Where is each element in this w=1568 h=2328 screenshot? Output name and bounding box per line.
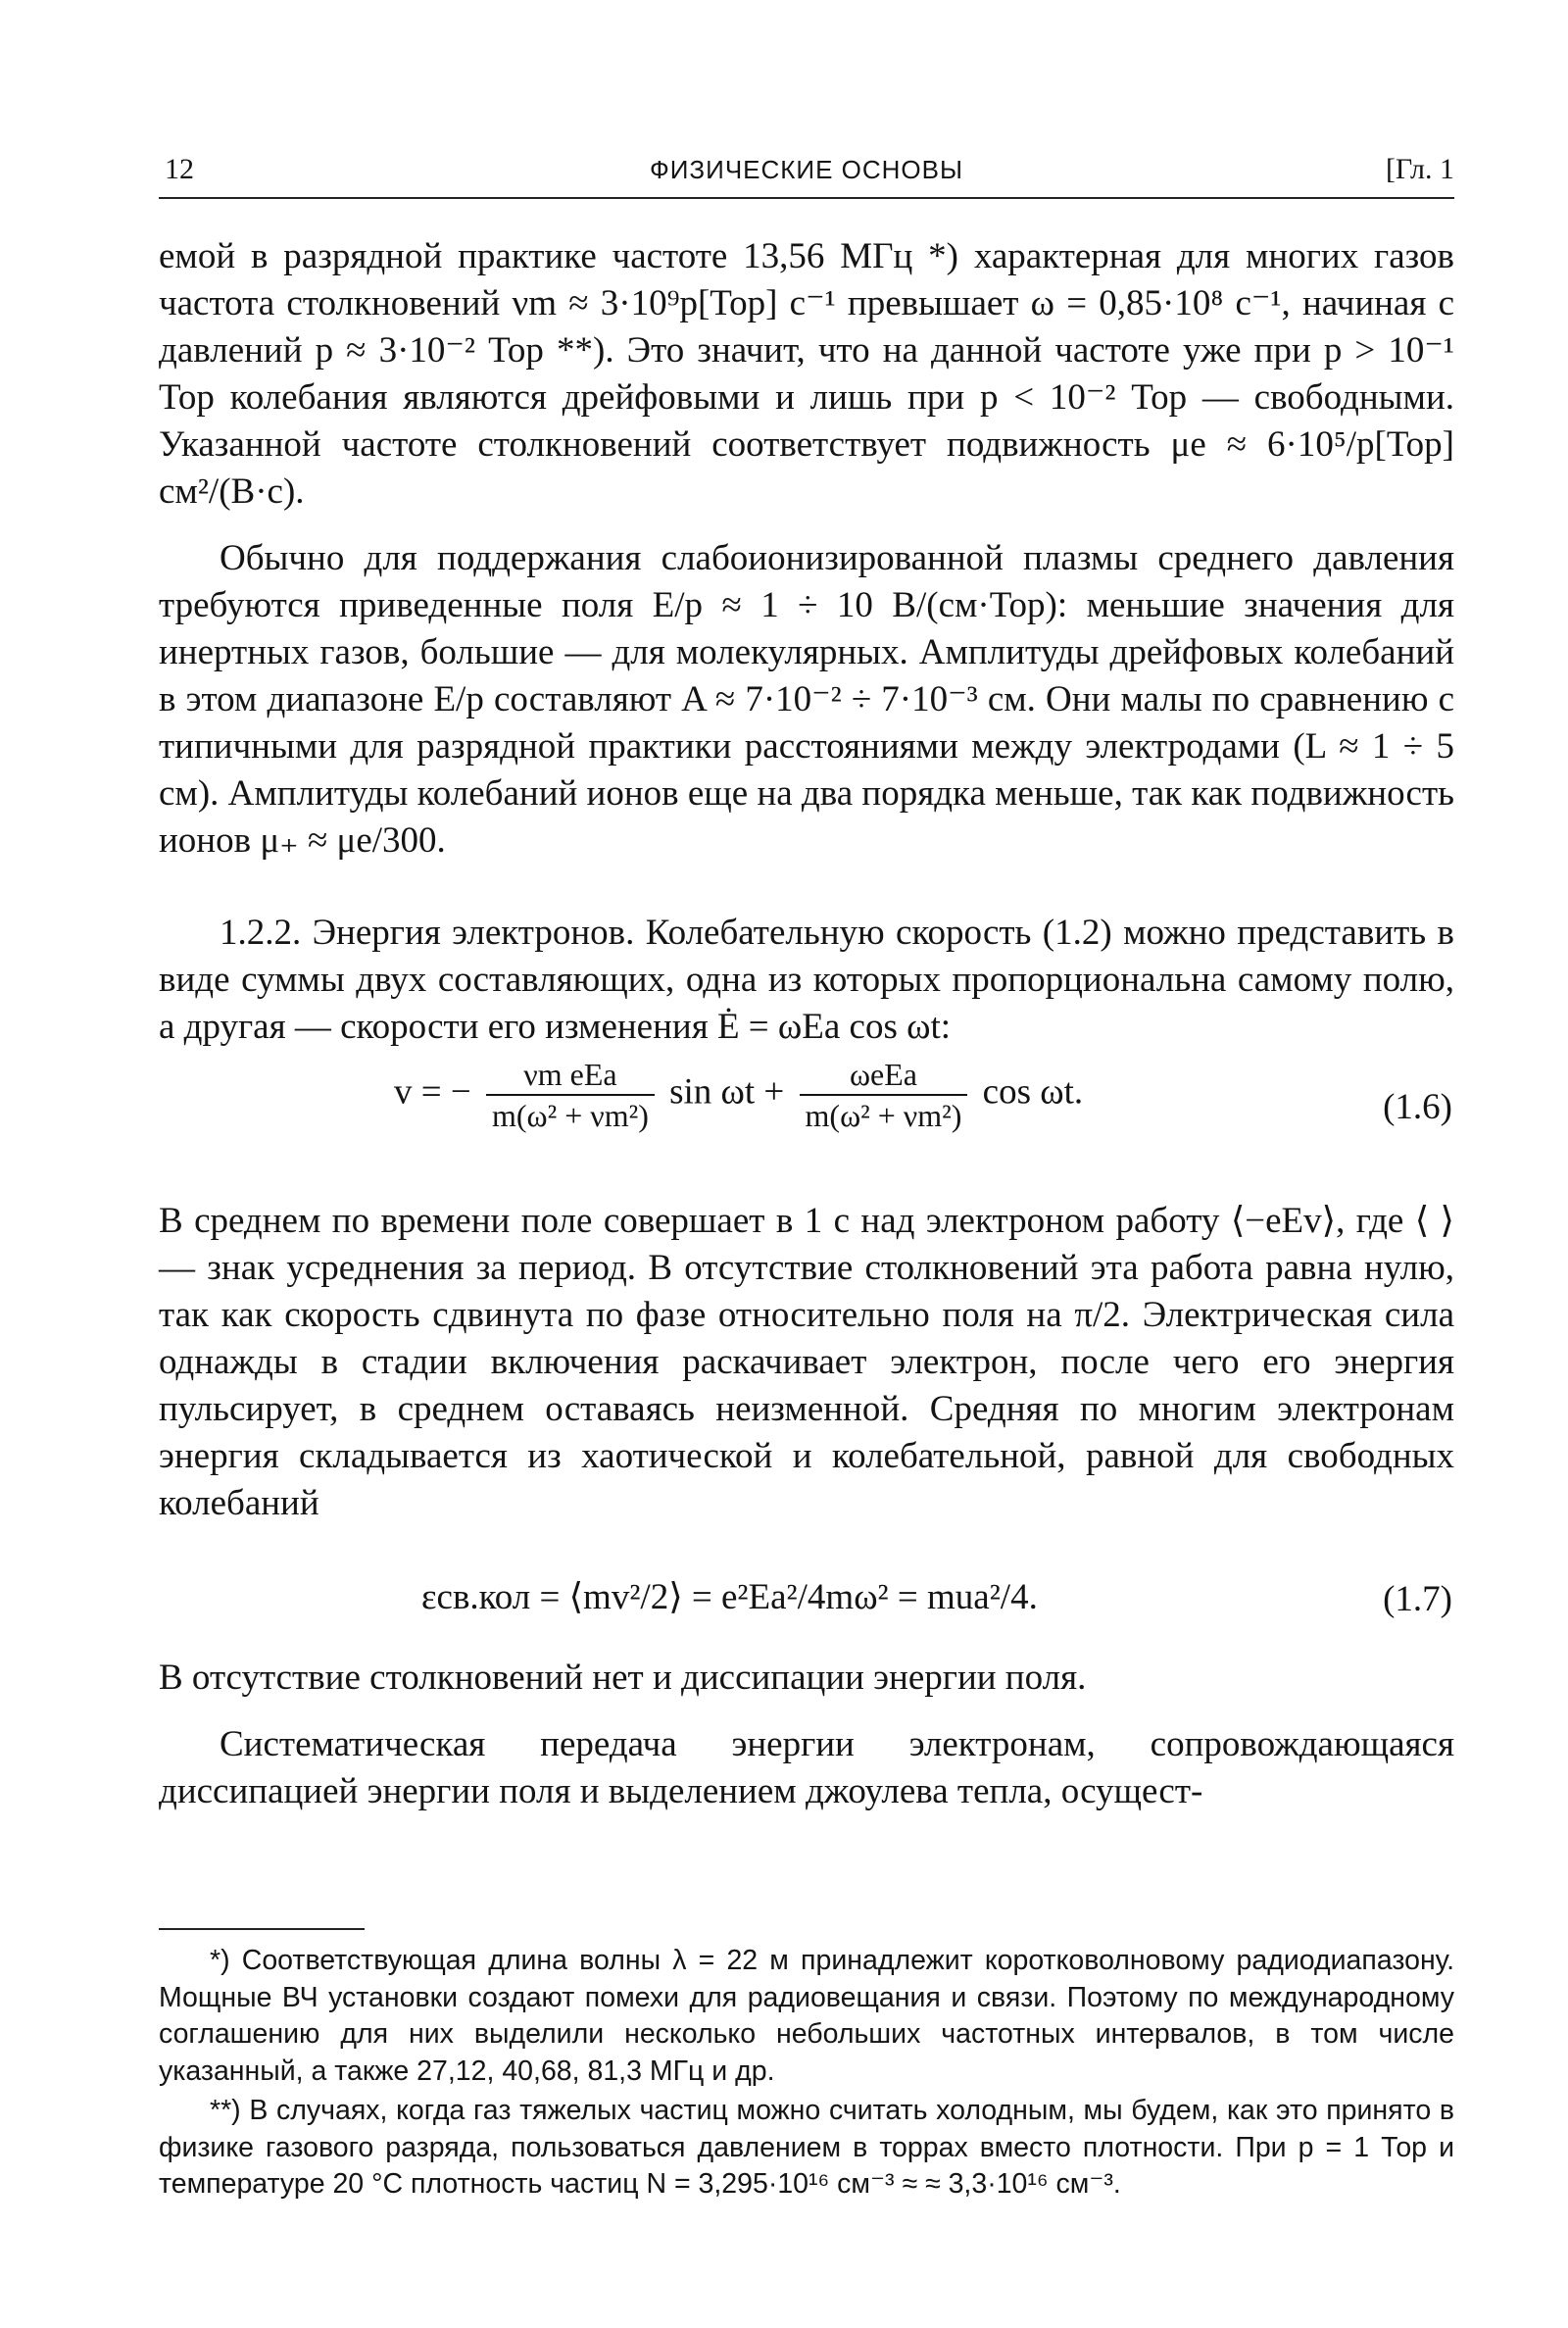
paragraph-average-work: В среднем по времени поле совершает в 1 с над электроном работу ⟨−eEv⟩, где ⟨ ⟩ — знак усреднения за период. В отсутствие столкновений эта работа равна нулю, так как скорость сдвинута по фазе относительно поля на π/2. Электрическая сила однажды в стадии включения раскачивает электрон, после чего его энергия пульсирует, в среднем оставаясь неизменной. Средняя по многим электронам энергия складывается из хаотической и колебательной, равной для свободных колебаний xyxy=(159,1201,1454,1523)
formula-1-6-expression xyxy=(394,1055,1083,1135)
formula-1-7 xyxy=(159,1568,1454,1629)
formula-1-7-expression: εсв.кол = ⟨mv²/2⟩ = e²Ea²/4mω² = mua²/4. xyxy=(421,1577,1038,1617)
footnote-1: *) Соответствующая длина волны λ = 22 м принадлежит коротковолновому радиодиапазону. Мощные ВЧ установки создают помехи для радиовещания и связи. Поэтому по международному соглашению для них выделили несколько небольших частотных интервалов, в том числе указанный, а также 27,12, 40,68, 81,3 МГц и др. xyxy=(159,1945,1454,2087)
paragraph-continuation: емой в разрядной практике частоте 13,56 МГц *) характерная для многих газов частота столкновений νm ≈ 3·10⁹p[Тор] с⁻¹ превышает ω = 0,85·10⁸ с⁻¹, начиная с давлений p ≈ 3·10⁻² Тор **). Это значит, что на данной частоте уже при p > 10⁻¹ Тор колебания являются дрейфовыми и лишь при p < 10⁻² Тор — свободными. Указанной частоте столкновений соответствует подвижность μe ≈ 6·10⁵/p[Тор] см²/(В·с). xyxy=(159,236,1454,512)
fraction-1-denominator: m(ω² + νm²) xyxy=(491,1098,649,1133)
fraction-2-denominator: m(ω² + νm²) xyxy=(805,1098,962,1133)
footnote-rule xyxy=(159,1928,365,1930)
main-text xyxy=(159,233,1454,1815)
running-header xyxy=(159,153,1454,194)
paragraph-no-dissipation: В отсутствие столкновений нет и диссипации энергии поля. xyxy=(159,1658,1087,1698)
footnotes xyxy=(159,1943,1454,2206)
paragraph-joule-heating: Систематическая передача энергии электронам, сопровождающаяся диссипацией энергии поля и выделением джоулева тепла, осущест- xyxy=(159,1724,1454,1811)
header-rule xyxy=(159,197,1454,199)
equation-number-1-7: (1.7) xyxy=(1383,1579,1452,1619)
formula-1-6-fraction-2 xyxy=(800,1055,968,1135)
fraction-1-numerator: νm eEa xyxy=(486,1055,655,1096)
fraction-2-numerator: ωeEa xyxy=(800,1055,968,1096)
formula-1-6-fraction-1 xyxy=(486,1055,655,1135)
page-number: 12 xyxy=(165,153,194,185)
formula-1-6 xyxy=(159,1055,1454,1161)
paragraph-reduced-field: Обычно для поддержания слабоионизированной плазмы среднего давления требуются приведенные поля E/p ≈ 1 ÷ 10 В/(см·Тор): меньшие значения для инертных газов, большие — для молекулярных. Амплитуды дрейфовых колебаний в этом диапазоне E/p составляют A ≈ 7·10⁻² ÷ 7·10⁻³ см. Они малы по сравнению с типичными для разрядной практики расстояниями между электродами (L ≈ 1 ÷ 5 см). Амплитуды колебаний ионов еще на два порядка меньше, так как подвижность ионов μ₊ ≈ μe/300. xyxy=(159,538,1454,861)
equation-number-1-6: (1.6) xyxy=(1383,1087,1452,1127)
running-title: ФИЗИЧЕСКИЕ ОСНОВЫ xyxy=(649,155,964,184)
footnote-2: **) В случаях, когда газ тяжелых частиц можно считать холодным, мы будем, как это принято в физике газового разряда, пользоваться давлением в торрах вместо плотности. При p = 1 Тор и температуре 20 °С плотность частиц N = 3,295·10¹⁶ см⁻³ ≈ ≈ 3,3·10¹⁶ см⁻³. xyxy=(159,2095,1454,2200)
chapter-marker: [Гл. 1 xyxy=(1385,153,1454,185)
section-1-2-2-intro: 1.2.2. Энергия электронов. Колебательную скорость (1.2) можно представить в виде суммы двух составляющих, одна из которых пропорциональна самому полю, а другая — скорости его изменения Ė = ωEa cos ωt: xyxy=(159,913,1454,1047)
formula-1-6-lhs: v = − xyxy=(394,1071,471,1113)
formula-1-6-tail: cos ωt. xyxy=(982,1071,1084,1113)
formula-1-6-mid: sin ωt + xyxy=(669,1071,785,1113)
